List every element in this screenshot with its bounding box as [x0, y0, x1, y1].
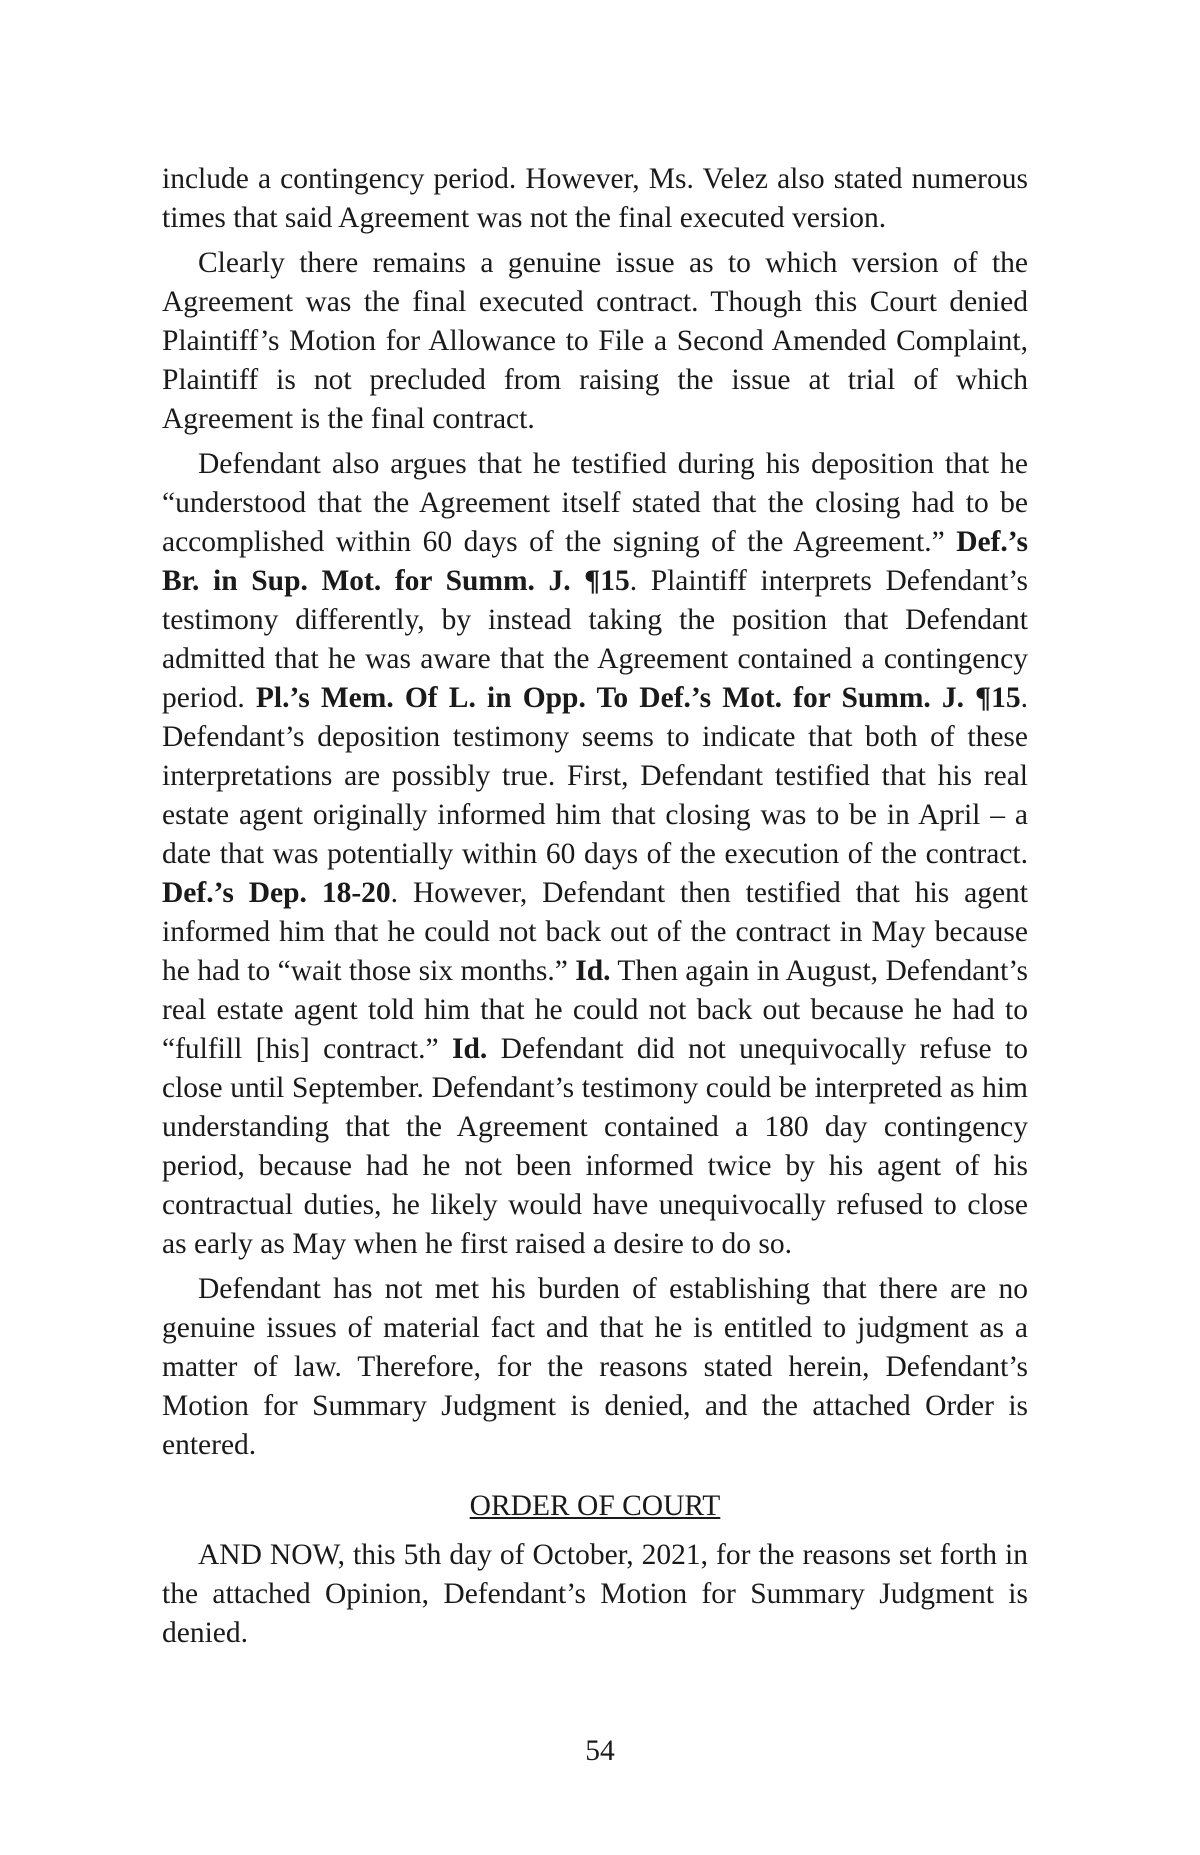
paragraph-text: Defendant did not unequivocally refuse to close until September. Defendant’s testimony could be interpreted as him understanding that the Agreement contained a 180 day contingency period, because had he not been informed twice by his agent of his contractual duties, he likely would have unequivocally refused to close as early as May when he first raised a desire to do so. — [162, 1033, 1028, 1260]
paragraph-contingency-continued — [162, 160, 1028, 238]
paragraph-deposition-testimony — [162, 445, 1028, 1264]
paragraph-text: Then again in August, Defendant’s real estate agent told him that he could not back out because he had to “fulfill [his] contract.” — [162, 955, 1029, 1065]
paragraph-conclusion — [162, 1270, 1028, 1465]
page-number: 54 — [585, 1735, 615, 1767]
paragraph-text: . However, Defendant then testified that his agent informed him that he could not back out of the contract in May because he had to “wait those six months.” — [162, 877, 1028, 987]
paragraph-text: Defendant has not met his burden of establishing that there are no genuine issues of material fact and that he is entitled to judgment as a matter of law. Therefore, for the reasons stated herein, Defendant’s Motion for Summary Judgment is denied, and the attached Order is entered. — [162, 1273, 1028, 1461]
document-body — [162, 160, 1028, 1659]
citation: Id. — [575, 955, 611, 987]
citation: Def.’s Br. in Sup. Mot. for Summ. J. ¶15 — [162, 526, 1028, 597]
paragraph-text: . Plaintiff interprets Defendant’s testimony differently, by instead taking the position that Defendant admitted that he was aware that the Agreement contained a contingency period. — [162, 565, 1028, 714]
paragraph-text: Clearly there remains a genuine issue as to which version of the Agreement was the final executed contract. Though this Court denied Plaintiff’s Motion for Allowance to File a Second Amended Complaint, Plaintiff is not precluded from raising the issue at trial of which Agreement is the final contract. — [162, 247, 1028, 435]
paragraph-text: Defendant also argues that he testified during his deposition that he “understood that the Agreement itself stated that the closing had to be accomplished within 60 days of the signing of the Agreement.” — [162, 448, 1028, 558]
paragraph-text: . Defendant’s deposition testimony seems to indicate that both of these interpretations are possibly true. First, Defendant testified that his real estate agent originally informed him that closing was to be in April – a date that was potentially within 60 days of the execution of the contract. — [162, 682, 1028, 870]
citation: Pl.’s Mem. Of L. in Opp. To Def.’s Mot. for Summ. J. ¶15 — [255, 682, 1021, 714]
paragraph-text: include a contingency period. However, Ms. Velez also stated numerous times that said Agreement was not the final executed version. — [162, 163, 1028, 234]
citation: Def.’s Dep. 18-20 — [162, 877, 391, 909]
paragraph-genuine-issue — [162, 244, 1028, 439]
order-paragraph: AND NOW, this 5th day of October, 2021, for the reasons set forth in the attached Opinion, Defendant’s Motion for Summary Judgment is denied. — [162, 1539, 1028, 1649]
order-heading: ORDER OF COURT — [469, 1490, 721, 1522]
citation: Id. — [452, 1033, 488, 1065]
